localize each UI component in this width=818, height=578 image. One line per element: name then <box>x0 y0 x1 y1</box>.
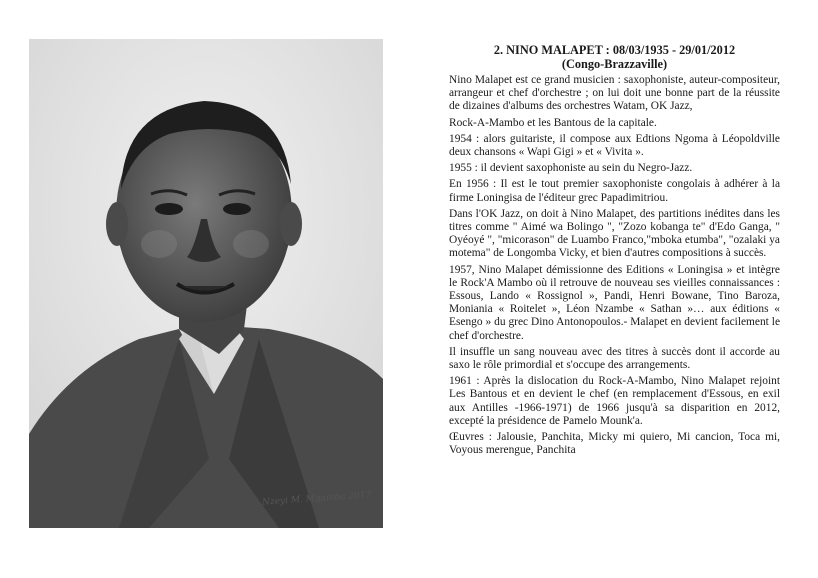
biography-column <box>449 43 780 460</box>
artist-signature: Nzeyi M. Mgamba 2017 <box>261 490 372 508</box>
bio-paragraph: Rock-A-Mambo et les Bantous de la capitale. <box>449 116 657 129</box>
bio-paragraph-works: Œuvres : Jalousie, Panchita, Micky mi quiero, Mi cancion, Toca mi, Voyous merengue, Panchita <box>449 431 780 457</box>
bio-paragraph: En 1956 : Il est le tout premier saxophoniste congolais à adhérer à la firme Loningisa de l'éditeur grec Papadimitriou. <box>449 178 780 204</box>
title-line-name-dates: 2. NINO MALAPET : 08/03/1935 - 29/01/2012 <box>493 43 736 57</box>
title-line-country: (Congo-Brazzaville) <box>561 57 668 71</box>
bio-paragraph: Nino Malapet est ce grand musicien : saxophoniste, auteur-compositeur, arrangeur et chef d'orchestre ; on lui doit une bonne part de la réussite de dizaines d'albums des orchestres Watam, OK Jazz, <box>449 74 780 113</box>
bio-paragraph: Il insuffle un sang nouveau avec des titres à succès dont il accorde au saxo le rôle primordial et s'occupe des arrangements. <box>449 345 780 372</box>
bio-paragraph: 1955 : il devient saxophoniste au sein du Negro-Jazz. <box>449 162 693 175</box>
biography-title <box>449 43 780 71</box>
portrait-sketch <box>29 39 383 528</box>
bio-paragraph: Dans l'OK Jazz, on doit à Nino Malapet, des partitions inédites dans les titres comme " Aimé wa Bolingo ", "Zozo kobanga te" d'Edo Ganga, " Oyéoyé ", "micorason" de Luambo Franco,"mboka etumba", "ozalaki ya motema" de Longomba Vicky, et bien d'autres compositions à succès. <box>449 207 780 260</box>
bio-paragraph: 1954 : alors guitariste, il compose aux Edtions Ngoma à Léopoldville deux chansons « Wapi Gigi » et « Vivita ». <box>449 132 780 159</box>
bio-paragraph: 1957, Nino Malapet démissionne des Editions « Loningisa » et intègre le Rock'A Mambo où il retrouve de nouveau ses vieilles connaissances : Essous, Lando « Rossignol », Pandi, Henri Bowane, Tino Baroza, Moniania « Roitelet », Léon Nzambe « Sathan »… aux éditions « Esengo » du grec Dino Antonopoulos.- Malapet en devient facilement le chef d'orchestre. <box>449 263 780 342</box>
bio-paragraph: 1961 : Après la dislocation du Rock-A-Mambo, Nino Malapet rejoint Les Bantous et en devient le chef (en remplacement d'Essous, en exil aux Antilles -1966-1971) de 1966 jusqu'à sa disparition en 2012, excepté la présidence de Pamelo Mounk'a. <box>449 375 780 427</box>
portrait-drawing <box>29 39 383 528</box>
